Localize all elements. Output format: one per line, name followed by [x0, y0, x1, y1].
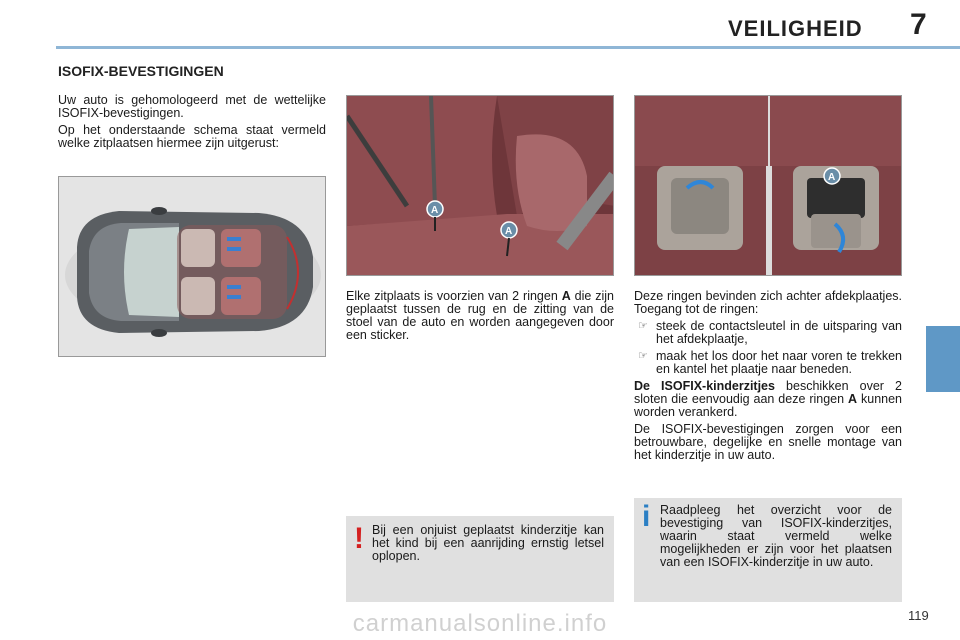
access-intro: Deze ringen bevinden zich achter afdekplaatjes. Toegang tot de ringen: [634, 289, 902, 316]
kinderzitjes-letter: A [848, 392, 858, 406]
cover-plate-figure [634, 95, 902, 276]
ring-label-a-2: A [505, 226, 513, 237]
intro-text [58, 94, 326, 154]
bullet-item [634, 350, 902, 376]
info-note [634, 498, 902, 602]
car-topview-illustration [59, 177, 326, 357]
warning-note [346, 516, 614, 602]
kinderzitjes-text-2: kunnen worden verankerd. [634, 392, 903, 419]
kinderzitjes-bold: De ISOFIX-kinderzitjes [634, 379, 775, 393]
middle-text [346, 290, 614, 346]
pointing-hand-icon: ☞ [638, 320, 648, 332]
intro-paragraph-2: Op het onderstaande schema staat vermeld welke zitplaatsen hiermee zijn uitgerust: [58, 123, 326, 150]
chapter-number: 7 [910, 8, 927, 41]
info-text: Raadpleeg het overzicht voor de bevestiging van ISOFIX-kinderzitjes, waarin staat vermeld welke mogelijkheden er zijn voor het plaatsen van een ISOFIX-kinderzitje in uw auto. [660, 503, 892, 569]
chapter-side-tab[interactable] [926, 326, 960, 392]
rings-description [346, 290, 614, 342]
chapter-title: VEILIGHEID [728, 16, 863, 41]
rear-seat-illustration [347, 96, 614, 276]
rear-seat-figure [346, 95, 614, 276]
watermark: carmanualsonline.info [352, 610, 608, 637]
car-topview-figure [58, 176, 326, 357]
warning-text: Bij een onjuist geplaatst kinderzitje kan het kind bij een aanrijding ernstig letsel oplopen. [372, 523, 604, 563]
pointing-hand-icon: ☞ [638, 350, 648, 362]
header-divider [56, 46, 960, 49]
final-paragraph: De ISOFIX-bevestigingen zorgen voor een betrouwbare, degelijke en snelle montage van het kinderzitje in uw auto. [634, 422, 902, 462]
bullet-text: maak het los door het naar voren te trekken en kantel het plaatje naar beneden. [656, 349, 902, 376]
right-text [634, 290, 902, 466]
kinderzitjes-paragraph [634, 380, 902, 419]
rings-letter: A [561, 289, 571, 303]
cover-plate-illustration [635, 96, 902, 276]
rings-text-before: Elke zitplaats is voorzien van 2 ringen [346, 289, 562, 303]
section-title: ISOFIX-BEVESTIGINGEN [58, 63, 224, 79]
intro-paragraph-1: Uw auto is gehomologeerd met de wettelijke ISOFIX-bevestigingen. [58, 93, 326, 120]
bullet-text: steek de contactsleutel in de uitsparing van het afdekplaatje, [656, 319, 902, 346]
kinderzitjes-text-1: beschikken over 2 sloten die eenvoudig aan deze ringen [634, 379, 902, 406]
info-i-icon: i [642, 500, 651, 533]
ring-label-a-3: A [828, 172, 836, 183]
page-number: 119 [908, 608, 929, 623]
bullet-item [634, 320, 902, 346]
warning-exclamation-icon: ! [354, 522, 364, 555]
rings-text-after: die zijn geplaatst tussen de rug en de zitting van de stoel van de auto en worden aangegeven door een sticker. [346, 289, 614, 342]
ring-label-a-1: A [431, 205, 439, 216]
